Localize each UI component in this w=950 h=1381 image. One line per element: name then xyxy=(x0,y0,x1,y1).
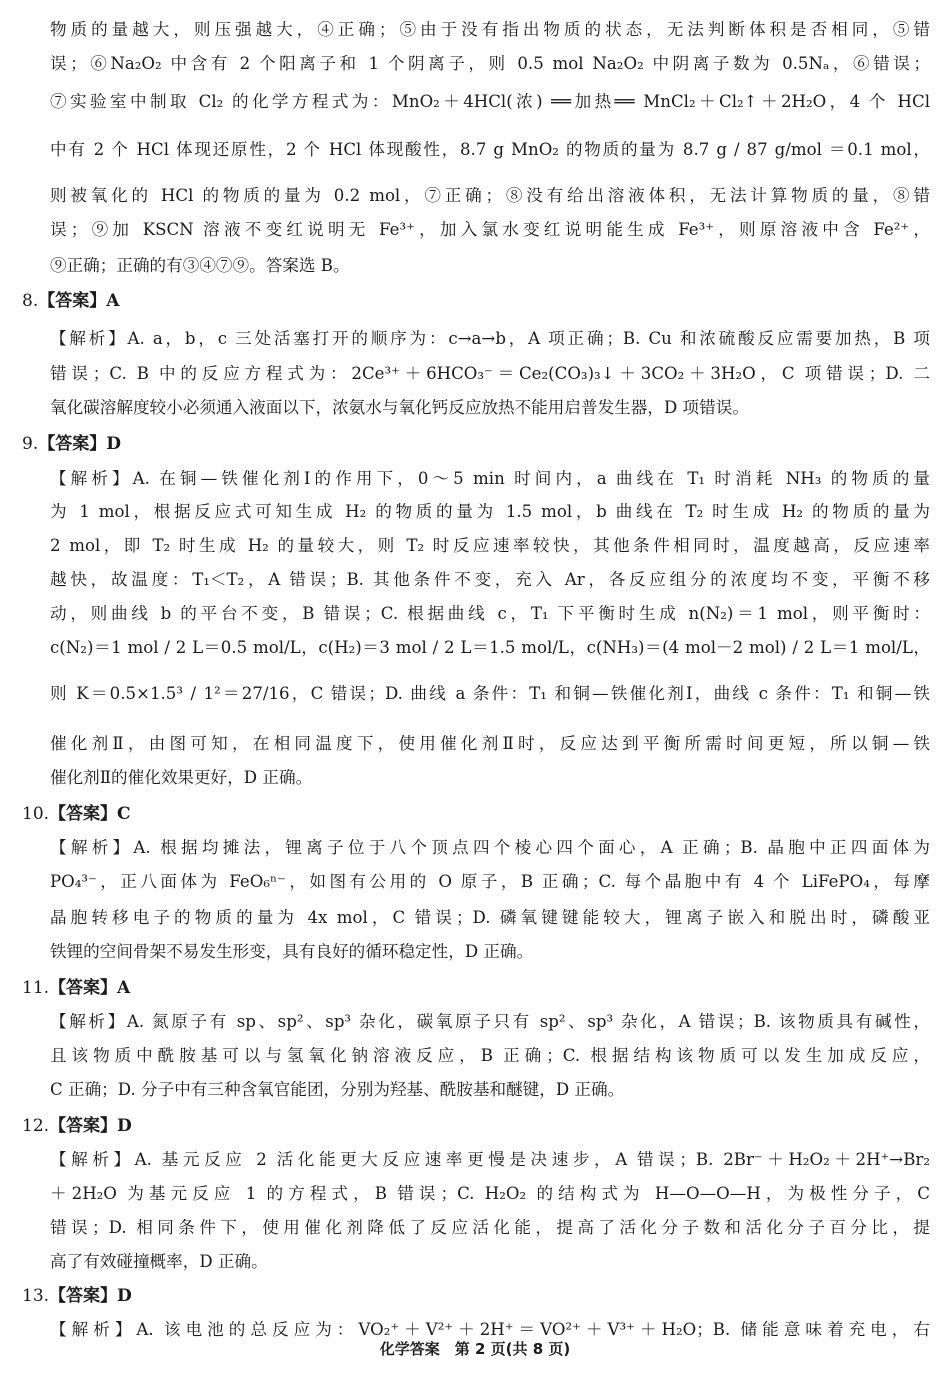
question-number: 8. xyxy=(22,291,39,311)
answer-heading xyxy=(22,285,119,317)
answer-label: 【答案】A xyxy=(49,978,131,998)
answer-label: 【答案】D xyxy=(49,1116,132,1136)
continuation-line: 误；⑥Na₂O₂ 中含有 2 个阳离子和 1 个阴离子，则 0.5 mol Na₂O₂ 中阴离子数为 0.5Nₐ，⑥错误； xyxy=(50,54,930,73)
question-number: 11. xyxy=(22,978,50,998)
answer-label: 【答案】C xyxy=(49,804,131,824)
answer-label: 【答案】A xyxy=(38,291,120,311)
answer-heading xyxy=(22,428,121,460)
question-number: 9. xyxy=(22,434,39,454)
explanation-line: C 正确；D. 分子中有三种含氧官能团，分别为羟基、酰胺基和醚键，D 正确。 xyxy=(50,1080,625,1099)
explanation-line: 高了有效碰撞概率，D 正确。 xyxy=(50,1252,268,1271)
explanation-line: 错误；C. B 中的反应方程式为：2Ce³⁺＋6HCO₃⁻＝Ce₂(CO₃)₃↓＋3CO₂＋3H₂O，C 项错误；D. 二 xyxy=(50,364,930,383)
explanation-line: 氧化碳溶解度较小必须通入液面以下，浓氨水与氧化钙反应放热不能用启普发生器，D 项错误。 xyxy=(50,398,749,417)
question-number: 13. xyxy=(22,1286,50,1306)
answer-label: 【答案】D xyxy=(49,1286,132,1306)
explanation-line: 则 K＝0.5×1.5³ / 1²＝27/16，C 错误；D. 曲线 a 条件：T₁ 和铜—铁催化剂Ⅰ，曲线 c 条件：T₁ 和铜—铁 xyxy=(50,684,930,703)
explanation-line: 动，则曲线 b 的平台不变，B 错误；C. 根据曲线 c，T₁ 下平衡时生成 n(N₂)＝1 mol，则平衡时： xyxy=(50,604,930,623)
explanation-line: 且该物质中酰胺基可以与氢氧化钠溶液反应，B 正确；C. 根据结构该物质可以发生加成反应， xyxy=(50,1046,930,1065)
explanation-line: 错误；D. 相同条件下，使用催化剂降低了反应活化能，提高了活化分子数和活化分子百分比，提 xyxy=(50,1218,930,1237)
continuation-line: ⑦实验室中制取 Cl₂ 的化学方程式为：MnO₂＋4HCl(浓) ══加热══ MnCl₂＋Cl₂↑＋2H₂O，4 个 HCl xyxy=(50,92,930,111)
answer-label: 【答案】D xyxy=(38,434,121,454)
explanation-line: 【解析】A. 该电池的总反应为：VO₂⁺＋V²⁺＋2H⁺＝VO²⁺＋V³⁺＋H₂O；B. 储能意味着充电，右 xyxy=(50,1320,930,1339)
continuation-line: ⑨正确；正确的有③④⑦⑨。答案选 B。 xyxy=(50,256,350,275)
page-footer: 化学答案 第 2 页(共 8 页) xyxy=(379,1340,571,1358)
explanation-line: 催化剂Ⅱ，由图可知，在相同温度下，使用催化剂Ⅱ时，反应达到平衡所需时间更短，所以铜—铁 xyxy=(50,734,930,753)
explanation-line: 【解析】A. 根据均摊法，锂离子位于八个顶点四个棱心四个面心，A 正确；B. 晶胞中正四面体为 xyxy=(50,838,930,857)
explanation-line: 铁锂的空间骨架不易发生形变，具有良好的循环稳定性，D 正确。 xyxy=(50,942,534,961)
answer-heading xyxy=(22,1110,132,1142)
explanation-line: 晶胞转移电子的物质的量为 4x mol，C 错误；D. 磷氧键键能较大，锂离子嵌入和脱出时，磷酸亚 xyxy=(50,908,930,927)
answer-heading xyxy=(22,1280,132,1312)
explanation-line: 【解析】A. 在铜—铁催化剂Ⅰ的作用下，0～5 min 时间内，a 曲线在 T₁ 时消耗 NH₃ 的物质的量 xyxy=(50,469,930,488)
explanation-line: 【解析】A. a，b，c 三处活塞打开的顺序为：c→a→b，A 项正确；B. Cu 和浓硫酸反应需要加热，B 项 xyxy=(50,329,930,348)
explanation-line: ＋2H₂O 为基元反应 1 的方程式，B 错误；C. H₂O₂ 的结构式为 H—O—O—H，为极性分子，C xyxy=(50,1184,930,1203)
question-number: 10. xyxy=(22,804,50,824)
continuation-line: 物质的量越大，则压强越大，④正确；⑤由于没有指出物质的状态，无法判断体积是否相同，⑤错 xyxy=(50,20,930,39)
continuation-line: 误；⑨加 KSCN 溶液不变红说明无 Fe³⁺，加入氯水变红说明能生成 Fe³⁺，则原溶液中含 Fe²⁺， xyxy=(50,220,930,239)
explanation-line: 为 1 mol，根据反应式可知生成 H₂ 的物质的量为 1.5 mol，b 曲线在 T₂ 时生成 H₂ 的物质的量为 xyxy=(50,502,930,521)
explanation-line: PO₄³⁻，正八面体为 FeO₆ⁿ⁻，如图有公用的 O 原子，B 正确；C. 每个晶胞中有 4 个 LiFePO₄，每摩 xyxy=(50,872,930,891)
question-number: 12. xyxy=(22,1116,50,1136)
continuation-line: 中有 2 个 HCl 体现还原性，2 个 HCl 体现酸性，8.7 g MnO₂ 的物质的量为 8.7 g / 87 g/mol ＝0.1 mol， xyxy=(50,140,930,159)
explanation-line: 2 mol，即 T₂ 时生成 H₂ 的量较大，则 T₂ 时反应速率较快，其他条件相同时，温度越高，反应速率 xyxy=(50,536,930,555)
answer-heading xyxy=(22,972,130,1004)
continuation-line: 则被氧化的 HCl 的物质的量为 0.2 mol，⑦正确；⑧没有给出溶液体积，无法计算物质的量，⑧错 xyxy=(50,186,930,205)
explanation-line: c(N₂)＝1 mol / 2 L＝0.5 mol/L，c(H₂)＝3 mol / 2 L＝1.5 mol/L，c(NH₃)＝(4 mol－2 mol) / 2 L＝1 mol/L， xyxy=(50,638,930,657)
answer-heading xyxy=(22,798,131,830)
explanation-line: 越快，故温度：T₁＜T₂，A 错误；B. 其他条件不变，充入 Ar，各反应组分的浓度均不变，平衡不移 xyxy=(50,570,930,589)
explanation-line: 催化剂Ⅱ的催化效果更好，D 正确。 xyxy=(50,768,313,787)
explanation-line: 【解析】A. 基元反应 2 活化能更大反应速率更慢是决速步，A 错误；B. 2Br⁻＋H₂O₂＋2H⁺→Br₂ xyxy=(50,1150,930,1169)
explanation-line: 【解析】A. 氮原子有 sp、sp²、sp³ 杂化，碳氧原子只有 sp²、sp³ 杂化，A 错误；B. 该物质具有碱性， xyxy=(50,1012,930,1031)
